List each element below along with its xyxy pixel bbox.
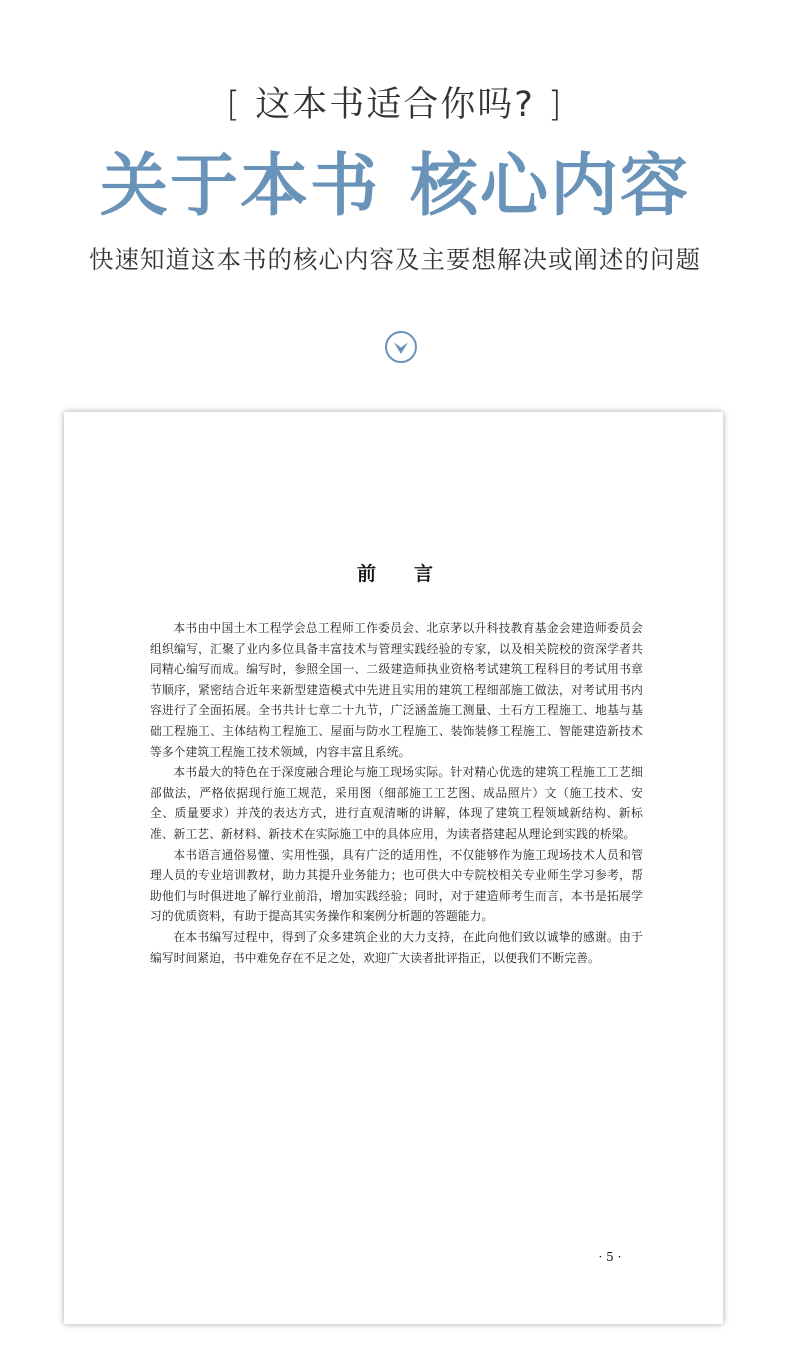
chevron-down-circle-icon	[384, 330, 418, 364]
document-paragraph: 本书语言通俗易懂、实用性强，具有广泛的适用性，不仅能够作为施工现场技术人员和管理人员的专业培训教材，助力其提升业务能力；也可供大中专院校相关专业师生学习参考，帮助他们与时俱进地了解行业前沿，增加实践经验；同时，对于建造师考生而言，本书是拓展学习的优质资料，有助于提高其实务操作和案例分析题的答题能力。	[150, 847, 643, 924]
document-paragraph: 在本书编写过程中，得到了众多建筑企业的大力支持，在此向他们致以诚挚的感谢。由于编写时间紧迫，书中难免存在不足之处，欢迎广大读者批评指正，以便我们不断完善。	[150, 929, 643, 965]
document-body	[150, 618, 643, 968]
tagline-text: 这本书适合你吗?	[255, 85, 535, 125]
page-title-part2: 核心内容	[410, 146, 691, 226]
tagline	[0, 80, 790, 130]
document-heading: 前 言	[356, 563, 433, 585]
page-number: · 5 ·	[598, 1250, 622, 1264]
page-title-part1: 关于本书	[99, 146, 380, 226]
tagline-bracket-close: ]	[547, 85, 564, 125]
page-title	[0, 138, 790, 234]
page-subtitle: 快速知道这本书的核心内容及主要想解决或阐述的问题	[89, 245, 701, 274]
tagline-bracket-open: [	[226, 85, 243, 125]
document-paragraph: 本书由中国土木工程学会总工程师工作委员会、北京茅以升科技教育基金会建造师委员会组织编写，汇聚了业内多位具备丰富技术与管理实践经验的专家，以及相关院校的资深学者共同精心编写而成。编写时，参照全国一、二级建造师执业资格考试建筑工程科目的考试用书章节顺序，紧密结合近年来新型建造模式中先进且实用的建筑工程细部施工做法，对考试用书内容进行了全面拓展。全书共计七章二十九节，广泛涵盖施工测量、土石方工程施工、地基与基础工程施工、主体结构工程施工、屋面与防水工程施工、装饰装修工程施工、智能建造新技术等多个建筑工程施工技术领域，内容丰富且系统。	[150, 621, 643, 759]
document-paragraph: 本书最大的特色在于深度融合理论与施工现场实际。针对精心优选的建筑工程施工工艺细部做法，严格依据现行施工规范，采用图（细部施工工艺图、成品照片）文（施工技术、安全、质量要求）并茂的表达方式，进行直观清晰的讲解，体现了建筑工程领域新结构、新标准、新工艺、新材料、新技术在实际施工中的具体应用，为读者搭建起从理论到实践的桥梁。	[150, 765, 643, 841]
